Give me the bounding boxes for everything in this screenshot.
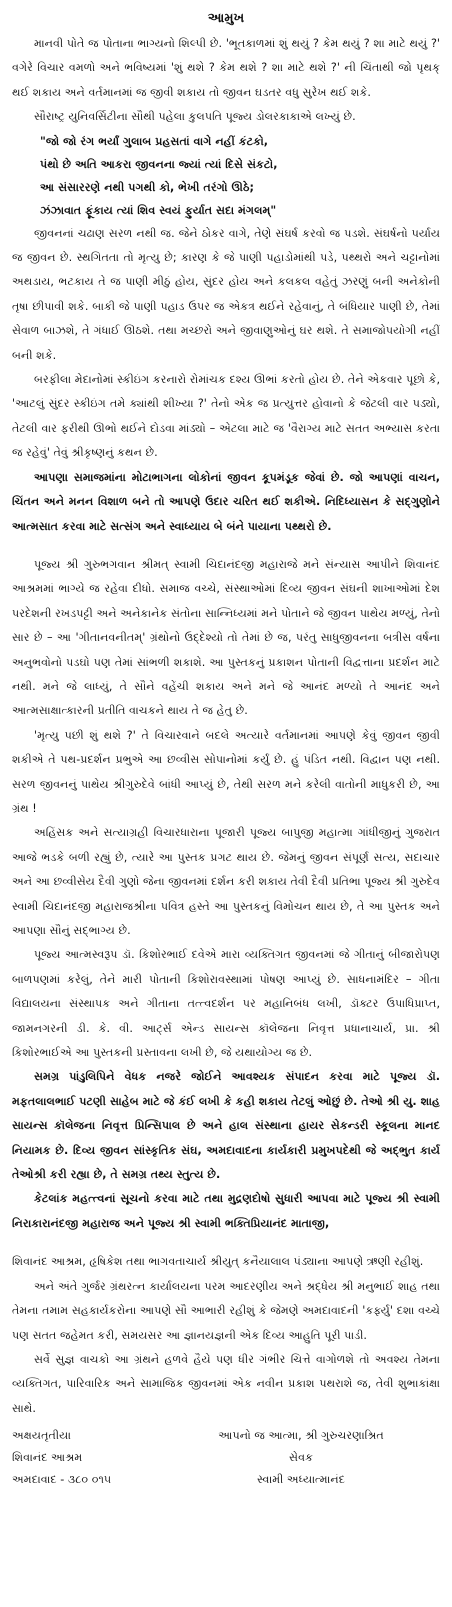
signature-place: શિવાનંદ આશ્રમ (12, 1451, 83, 1465)
signature-city: અમદાવાદ - ૩૮૦ ૦૧૫ (12, 1473, 112, 1487)
verse-line: "જો જો રંગ ભર્યાં ગુલાબ પ્રહસતાં વાગે નહીં કંટકો, (40, 134, 269, 148)
paragraph-kishorbhai: પૂજ્ય આત્મસ્વરૂપ ડૉ. કિશોરભાઈ દવેએ મારા વ્યક્તિગત જીવનમાં જે ગીતાનું બીજારોપણ બાળપણમાં કરેલું, તેને મારી પોતાની કિશોરાવસ્થામાં પોષણ આપ્યું છે. સાધનામંદિર – ગીતા વિદ્યાલયના સંસ્થાપક અને ગીતાના તત્ત્વદર્શન પર મહાનિબંધ લખી, ડૉક્ટર ઉપાધિપ્રાપ્ત, જામનગરની ડી. કે. વી. આર્ટ્સ એન્ડ સાયન્સ કૉલેજના નિવૃત્ત પ્રધાનાચાર્ય, પ્રા. શ્રી કિશોરભાઈએ આ પુસ્તકની પ્રસ્તાવના લખી છે, જે યથાયોગ્ય જ છે. (12, 948, 440, 1060)
signature-block (12, 1425, 440, 1491)
paragraph-suggestions: કેટલાંક મહત્ત્વનાં સૂચનો કરવા માટે તથા મુદ્રણદોષો સુધારી આપવા માટે પૂજ્ય શ્રી સ્વામી નિરાકારાનંદજી મહારાજ અને પૂજ્ય શ્રી સ્વામી ભક્તિપ્રિયાનંદ માતાજી, (12, 1192, 440, 1230)
paragraph-wishes: સર્વે સુજ્ઞ વાચકો આ ગ્રંથને હળવે હૈયે પણ ધીર ગંભીર ચિત્તે વાગોળશે તો અવશ્ય તેમના વ્યક્તિગત, પારિવારિક અને સામાજિક જીવનમાં એક નવીન પ્રકાશ પથરાશે જ, તેવી શુભાકાંક્ષા સાથે. (12, 1352, 440, 1415)
signature-author: સ્વામી અધ્યાત્માનંદ (257, 1473, 345, 1487)
signature-role: સેવક (289, 1451, 313, 1465)
page-title: આમુખ (207, 11, 245, 26)
paragraph-gandhi: અહિંસક અને સત્યાગ્રહી વિચારધારાના પૂજારી પૂજ્ય બાપુજી મહાત્મા ગાંધીજીનું ગુજરાત આજે ભડકે બળી રહ્યું છે, ત્યારે આ પુસ્તક પ્રગટ થાય છે. જેમનું જીવન સંપૂર્ણ સત્ય, સદાચાર અને આ છવ્વીસેય દૈવી ગુણો જેના જીવનમાં દર્શન કરી શકાય તેવી દૈવી પ્રતિભા પૂજ્ય શ્રી ગુરુદેવ સ્વામી ચિદાનંદજી મહારાજશ્રીના પવિત્ર હસ્તે આ પુસ્તકનું વિમોચન થાય છે, તે આ પુસ્તક અને આપણા સૌનું સદ્ભાગ્ય છે. (12, 826, 440, 937)
paragraph-society: આપણા સમાજમાંના મોટાભાગના લોકોનાં જીવન કૂપમંડૂક જેવાં છે. જો આપણાં વાચન, ચિંતન અને મનન વિશાળ બને તો આપણે ઉદાર ચરિત થઈ શકીએ. નિદિધ્યાસન કે સદ્ગુણોને આત્મસાત કરવા માટે સત્સંગ અને સ્વાધ્યાય બે બંને પાયાના પથ્થરો છે. (12, 470, 440, 533)
paragraph-death: 'મૃત્યુ પછી શું થશે ?' તે વિચારવાને બદલે અત્યારે વર્તમાનમાં આપણે કેવું જીવન જીવી શકીએ તે પથ-પ્રદર્શન પ્રભુએ આ છવ્વીસ સોપાનોમાં કર્યું છે. હું પંડિત નથી. વિદ્વાન પણ નથી. સરળ જીવનનું પાથેય શ્રીગુરુદેવે બાંધી આપ્યું છે, તેથી સરળ મને કરેલી વાતોની માધુકરી છે, આ ગ્રંથ ! (12, 728, 440, 815)
verse-block (12, 130, 440, 222)
paragraph-intro: માનવી પોતે જ પોતાના ભાગ્યનો શિલ્પી છે. 'ભૂતકાળમાં શું થયું ? કેમ થયું ? શા માટે થયું ?' વગેરે વિચાર વમળો અને ભવિષ્યમાં 'શું થશે ? કેમ થશે ? શા માટે થશે ?' ની ચિંતાથી જો પૃથક્ થઈ શકાય અને વર્તમાનમાં જ જીવી શકાય તો જીવન ઘડતર વધુ સુરેખ થઈ શકે. (12, 37, 440, 99)
paragraph-struggle: જીવનનાં ચઢાણ સરળ નથી જ. જેને ઠોકર વાગે, તેણે સંઘર્ષ કરવો જ પડશે. સંઘર્ષનો પર્યાય જ જીવન છે. સ્થગિતતા તો મૃત્યુ છે; કારણ કે જે પાણી પહાડોમાંથી પડે, પથ્થરો અને ચટ્ટાનોમાં અથડાય, ભટકાય તે જ પાણી મીઠું હોય, સુંદર હોય અને કલકલ વહેતું ઝરણું બની અનેકોની તૃષા છીપાવી શકે. બાકી જે પાણી પહાડ ઉપર જ એકત્ર થઈને રહેવાનું, તે બંધિયાર પાણી છે, તેમાં સેવાળ બાઝશે, તે ગંધાઈ ઊઠશે. તથા મચ્છરો અને જીવાણુઓનું ઘર થશે. તે સમાજોપયોગી નહીં બની શકે. (12, 226, 440, 362)
verse-line: પંથો છે અતિ આકરા જીવનના જ્યાં ત્યાં દિસે સંકટો, (40, 157, 278, 171)
paragraph-editor: સમગ્ર પાંડુલિપિને વેધક નજરે જોઈને આવશ્યક સંપાદન કરવા માટે પૂજ્ય ડૉ. મફતલાલભાઈ પટણી સાહેબ માટે જે કંઈ લખી કે કહી શકાય તેટલું ઓછું છે. તેઓ શ્રી યુ. શાહ સાયન્સ કૉલેજના નિવૃત્ત પ્રિન્સિપાલ છે અને હાલ સંસ્થાના હાયર સેકન્ડરી સ્કૂલના માનદ નિયામક છે. દિવ્ય જીવન સાંસ્કૃતિક સંઘ, અમદાવાદના કાર્યકારી પ્રમુખપદેથી જે અદ્ભુત કાર્ય તેઓશ્રી કરી રહ્યા છે, તે સમગ્ર તથ્ય સ્તુત્ય છે. (12, 1070, 440, 1182)
signature-salutation: આપનો જ આત્મા, શ્રી ગુરુચરણાશ્રિત (218, 1429, 384, 1443)
section-gap (12, 539, 440, 553)
verse-line: ઝંઝાવાત ફૂંકાય ત્યાં શિવ સ્વયં ફુર્યાત સદા મંગલમ્" (40, 203, 277, 217)
paragraph-skiing: બરફીલા મેદાનોમાં સ્કીઇંગ કરનારો રોમાંચક દશ્ય ઊભાં કરતો હોય છે. તેને એકવાર પૂછો કે, 'આટલું સુંદર સ્કીઇંગ તમે ક્યાંથી શીખ્યા ?' તેનો એક જ પ્રત્યુત્તર હોવાનો કે જેટલી વાર પડ્યો, તેટલી વાર ફરીથી ઊભો થઈને દોડવા માંડ્યો – એટલા માટે જ 'વૈરાગ્ય માટે સતત અભ્યાસ કરતા જ રહેવું' તેવું શ્રીકૃષ્ણનું કથન છે. (12, 373, 440, 460)
paragraph-guru: પૂજ્ય શ્રી ગુરુભગવાન શ્રીમત્ સ્વામી ચિદાનંદજી મહારાજે મને સંન્યાસ આપીને શિવાનંદ આશ્રમમાં ભાગ્યે જ રહેવા દીધો. સમાજ વચ્ચે, સંસ્થાઓમાં દિવ્ય જીવન સંઘની શાખાઓમાં દેશ પરદેશની રખડપટ્ટી અને અનેકાનેક સંતોના સાન્નિધ્યમાં મને પોતાને જે જીવન પાથેય મળ્યું, તેનો સાર છે – આ 'ગીતાનવનીતમ્' ગ્રંથોનો ઉદ્દેશ્યો તો તેમાં છે જ, પરંતુ સાધુજીવનના બત્રીસ વર્ષના અનુભવોનો પડઘો પણ તેમાં સાંભળી શકાશે. આ પુસ્તકનું પ્રકાશન પોતાની વિદ્વત્તાના પ્રદર્શન માટે નથી. મને જે લાધ્યું, તે સૌને વહેંચી શકાય અને મને જે આનંદ મળ્યો તે આનંદ અને આત્મસાક્ષાત્કારની પ્રતીતિ વાચકને થાય તે જ હેતુ છે. (12, 557, 440, 718)
verse-line: આ સંસારરણે નથી પગથી કો, ભેખી તરંગો ઊઠે; (40, 180, 255, 194)
section-gap (12, 1236, 440, 1250)
paragraph-publisher: અને અંતે ગુર્જર ગ્રંથરત્ન કાર્યાલયના પરમ આદરણીય અને શ્રદ્ધેય શ્રી મનુભાઈ શાહ તથા તેમના તમામ સહકાર્યકરોના આપણે સૌ આભારી રહીશું કે જેમણે અમદાવાદની 'કર્ફ્યુ' દશા વચ્ચે પણ સતત જહેમત કરી, સમયસર આ જ્ઞાનયજ્ઞની એક દિવ્ય આહુતિ પૂરી પાડી. (12, 1279, 440, 1342)
paragraph-rishikesh: શિવાનંદ આશ્રમ, હૃષિકેશ તથા ભાગવતાચાર્ય શ્રીયુત્ કનૈયાલાલ પંડ્યાના આપણે ઋણી રહીશું. (12, 1255, 424, 1269)
signature-date: અક્ષયતૃતીયા (12, 1429, 72, 1443)
paragraph-quote-intro: સૌરાષ્ટ્ર યુનિવર્સિટીના સૌથી પહેલા કુલપતિ પૂજ્ય ડોલરકાકાએ લખ્યું છે. (34, 110, 356, 124)
